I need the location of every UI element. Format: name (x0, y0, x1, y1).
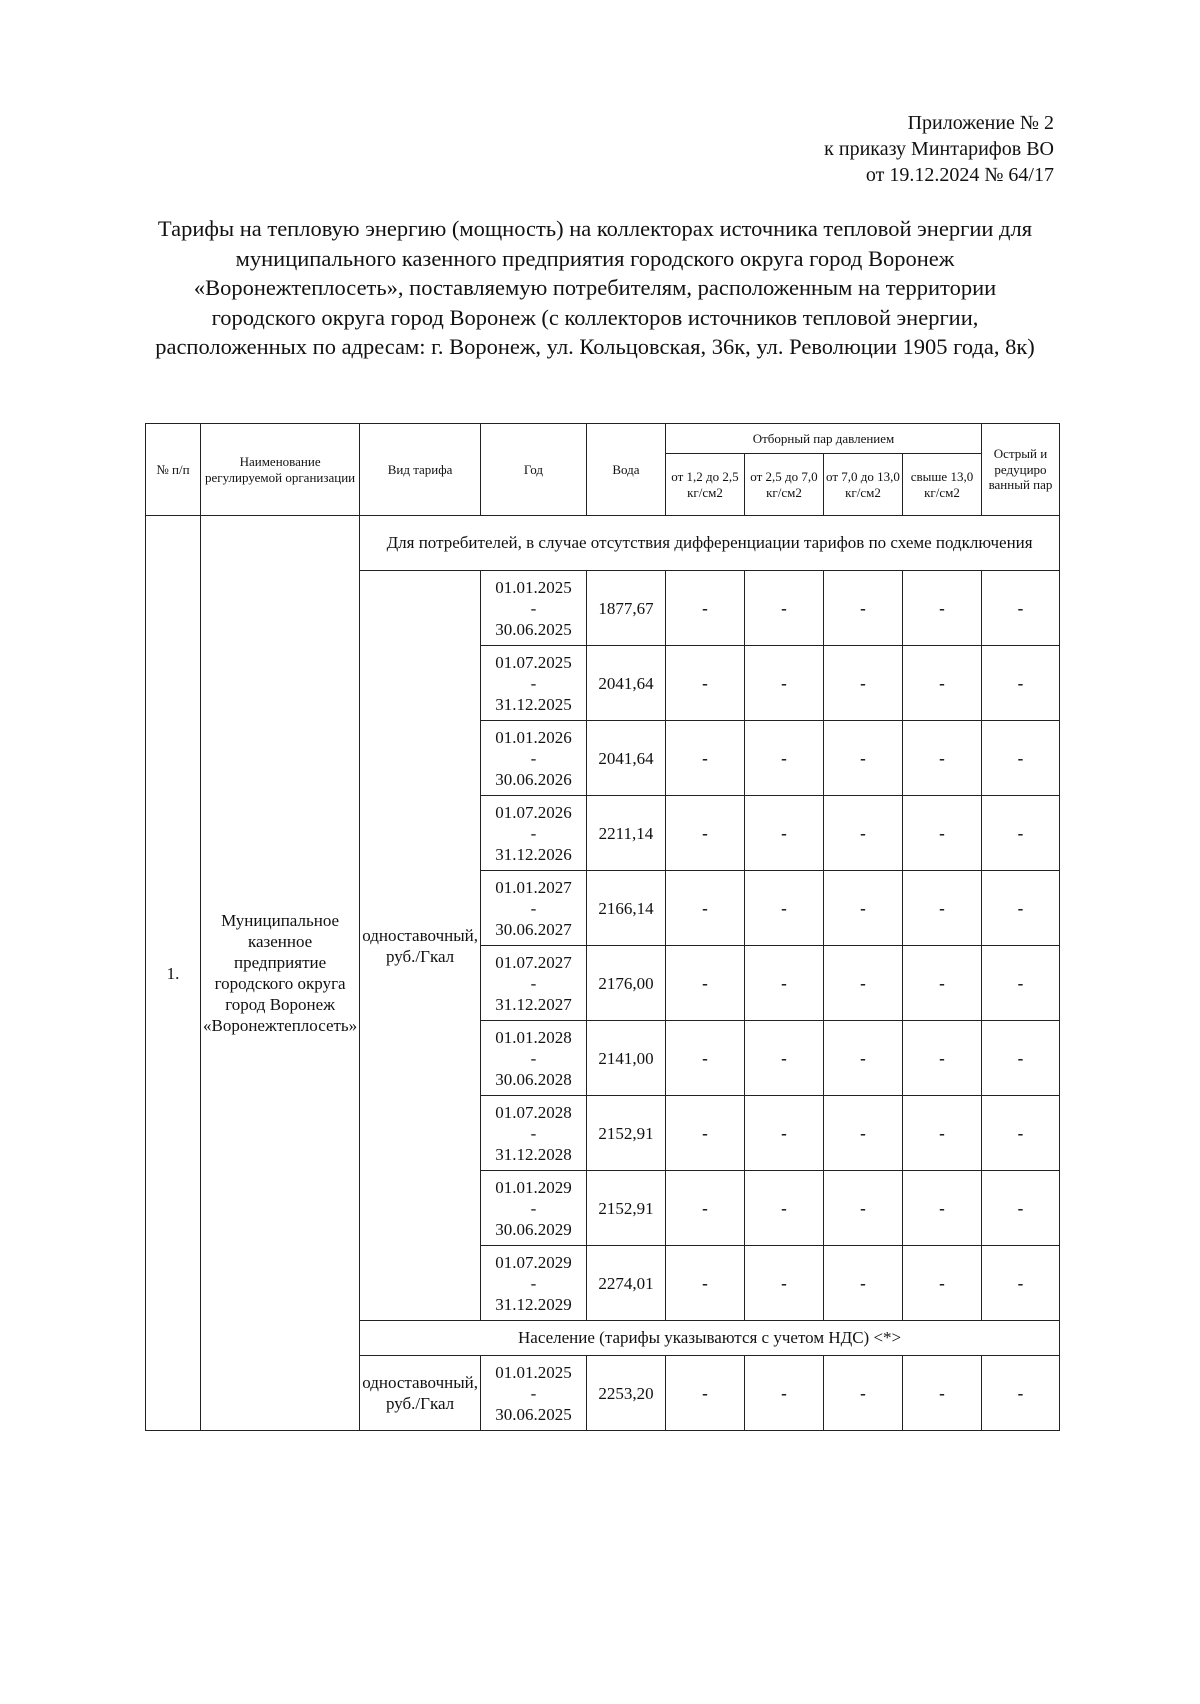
empty-tariff-cell: - (981, 946, 1059, 1021)
empty-tariff-cell: - (665, 1096, 744, 1171)
period-separator: - (530, 1383, 537, 1403)
header-type: Вид тарифа (360, 424, 481, 516)
period-cell (480, 871, 586, 946)
row-number: 1. (146, 516, 201, 1431)
empty-tariff-cell: - (902, 796, 981, 871)
section-heading: Для потребителей, в случае отсутствия дифференциации тарифов по схеме подключения (360, 516, 1060, 571)
empty-tariff-cell: - (744, 796, 823, 871)
period-cell (480, 796, 586, 871)
empty-tariff-cell: - (902, 1096, 981, 1171)
empty-tariff-cell: - (744, 871, 823, 946)
empty-tariff-cell: - (981, 871, 1059, 946)
period-to: 31.12.2029 (495, 1294, 572, 1314)
period-cell (480, 646, 586, 721)
empty-tariff-cell: - (902, 1356, 981, 1431)
empty-tariff-cell: - (665, 1171, 744, 1246)
empty-tariff-cell: - (823, 1356, 902, 1431)
header-org: Наименование регулируемой организации (201, 424, 360, 516)
empty-tariff-cell: - (902, 1171, 981, 1246)
period-cell (480, 1171, 586, 1246)
water-tariff: 2041,64 (586, 646, 665, 721)
empty-tariff-cell: - (665, 796, 744, 871)
empty-tariff-cell: - (744, 1171, 823, 1246)
empty-tariff-cell: - (665, 1021, 744, 1096)
water-tariff: 2152,91 (586, 1171, 665, 1246)
appendix-reference (824, 110, 1054, 188)
period-cell (480, 1356, 586, 1431)
period-from: 01.01.2027 (495, 877, 572, 897)
appendix-number: Приложение № 2 (907, 112, 1054, 134)
period-cell (480, 1096, 586, 1171)
period-to: 30.06.2025 (495, 1404, 572, 1424)
period-separator: - (530, 598, 537, 618)
period-from: 01.01.2029 (495, 1177, 572, 1197)
period-separator: - (530, 1273, 537, 1293)
empty-tariff-cell: - (902, 646, 981, 721)
period-to: 31.12.2025 (495, 694, 572, 714)
period-separator: - (530, 748, 537, 768)
empty-tariff-cell: - (744, 946, 823, 1021)
tariff-type: одноставочный, руб./Гкал (360, 571, 481, 1321)
period-separator: - (530, 1198, 537, 1218)
empty-tariff-cell: - (823, 1171, 902, 1246)
empty-tariff-cell: - (665, 946, 744, 1021)
header-steam-4: свыше 13,0 кг/см2 (902, 454, 981, 516)
water-tariff: 2041,64 (586, 721, 665, 796)
empty-tariff-cell: - (981, 571, 1059, 646)
empty-tariff-cell: - (902, 1021, 981, 1096)
empty-tariff-cell: - (744, 1096, 823, 1171)
empty-tariff-cell: - (981, 1356, 1059, 1431)
empty-tariff-cell: - (902, 721, 981, 796)
period-cell (480, 946, 586, 1021)
empty-tariff-cell: - (823, 571, 902, 646)
empty-tariff-cell: - (744, 721, 823, 796)
empty-tariff-cell: - (823, 721, 902, 796)
empty-tariff-cell: - (744, 571, 823, 646)
water-tariff: 2152,91 (586, 1096, 665, 1171)
period-to: 30.06.2028 (495, 1069, 572, 1089)
period-separator: - (530, 898, 537, 918)
appendix-order: к приказу Минтарифов ВО (824, 138, 1054, 160)
empty-tariff-cell: - (744, 1246, 823, 1321)
document-title: Тарифы на тепловую энергию (мощность) на коллекторах источника тепловой энергии для муниципального казенного предприятия городского округа город Воронеж «Воронежтеплосеть», поставляемую потребителям, расположенным на территории городского округа город Воронеж (с коллекторов источников тепловой энергии, расположенных по адресам: г. Воронеж, ул. Кольцовская, 36к, ул. Революции 1905 года, 8к) (155, 216, 1035, 359)
empty-tariff-cell: - (665, 571, 744, 646)
period-from: 01.07.2025 (495, 652, 572, 672)
appendix-date: от 19.12.2024 № 64/17 (865, 164, 1054, 186)
empty-tariff-cell: - (823, 946, 902, 1021)
water-tariff: 2176,00 (586, 946, 665, 1021)
empty-tariff-cell: - (981, 1171, 1059, 1246)
period-separator: - (530, 973, 537, 993)
empty-tariff-cell: - (981, 1246, 1059, 1321)
empty-tariff-cell: - (823, 871, 902, 946)
period-separator: - (530, 823, 537, 843)
empty-tariff-cell: - (665, 871, 744, 946)
empty-tariff-cell: - (902, 1246, 981, 1321)
empty-tariff-cell: - (981, 721, 1059, 796)
period-to: 31.12.2026 (495, 844, 572, 864)
period-cell (480, 1021, 586, 1096)
header-sharp-steam: Острый и редуциро ванный пар (981, 424, 1059, 516)
empty-tariff-cell: - (981, 1096, 1059, 1171)
empty-tariff-cell: - (665, 646, 744, 721)
period-to: 30.06.2029 (495, 1219, 572, 1239)
period-from: 01.07.2027 (495, 952, 572, 972)
water-tariff: 2274,01 (586, 1246, 665, 1321)
header-steam-3: от 7,0 до 13,0 кг/см2 (823, 454, 902, 516)
period-cell (480, 571, 586, 646)
empty-tariff-cell: - (823, 646, 902, 721)
water-tariff: 2253,20 (586, 1356, 665, 1431)
period-to: 30.06.2025 (495, 619, 572, 639)
empty-tariff-cell: - (665, 721, 744, 796)
empty-tariff-cell: - (823, 1246, 902, 1321)
period-separator: - (530, 1048, 537, 1068)
period-from: 01.07.2026 (495, 802, 572, 822)
period-to: 30.06.2027 (495, 919, 572, 939)
section-heading: Население (тарифы указываются с учетом НДС) <*> (360, 1321, 1060, 1356)
water-tariff: 1877,67 (586, 571, 665, 646)
period-from: 01.07.2028 (495, 1102, 572, 1122)
water-tariff: 2166,14 (586, 871, 665, 946)
tariff-type: одноставочный, руб./Гкал (360, 1356, 481, 1431)
empty-tariff-cell: - (665, 1246, 744, 1321)
empty-tariff-cell: - (902, 871, 981, 946)
empty-tariff-cell: - (744, 1021, 823, 1096)
empty-tariff-cell: - (981, 646, 1059, 721)
header-water: Вода (586, 424, 665, 516)
header-steam-2: от 2,5 до 7,0 кг/см2 (744, 454, 823, 516)
period-cell (480, 721, 586, 796)
section-row (146, 516, 1060, 571)
period-to: 31.12.2027 (495, 994, 572, 1014)
header-steam-1: от 1,2 до 2,5 кг/см2 (665, 454, 744, 516)
empty-tariff-cell: - (744, 646, 823, 721)
header-num: № п/п (146, 424, 201, 516)
period-to: 30.06.2026 (495, 769, 572, 789)
period-to: 31.12.2028 (495, 1144, 572, 1164)
tariff-table (145, 423, 1060, 1431)
period-from: 01.07.2029 (495, 1252, 572, 1272)
water-tariff: 2211,14 (586, 796, 665, 871)
organization-name: Муниципальное казенное предприятие городского округа город Воронеж «Воронежтеплосеть» (201, 516, 360, 1431)
empty-tariff-cell: - (981, 796, 1059, 871)
empty-tariff-cell: - (744, 1356, 823, 1431)
header-year: Год (480, 424, 586, 516)
period-from: 01.01.2026 (495, 727, 572, 747)
period-from: 01.01.2025 (495, 577, 572, 597)
empty-tariff-cell: - (823, 796, 902, 871)
period-cell (480, 1246, 586, 1321)
header-steam-group: Отборный пар давлением (665, 424, 981, 454)
period-separator: - (530, 673, 537, 693)
empty-tariff-cell: - (823, 1096, 902, 1171)
water-tariff: 2141,00 (586, 1021, 665, 1096)
period-separator: - (530, 1123, 537, 1143)
period-from: 01.01.2025 (495, 1362, 572, 1382)
empty-tariff-cell: - (823, 1021, 902, 1096)
empty-tariff-cell: - (981, 1021, 1059, 1096)
empty-tariff-cell: - (902, 946, 981, 1021)
empty-tariff-cell: - (902, 571, 981, 646)
empty-tariff-cell: - (665, 1356, 744, 1431)
period-from: 01.01.2028 (495, 1027, 572, 1047)
